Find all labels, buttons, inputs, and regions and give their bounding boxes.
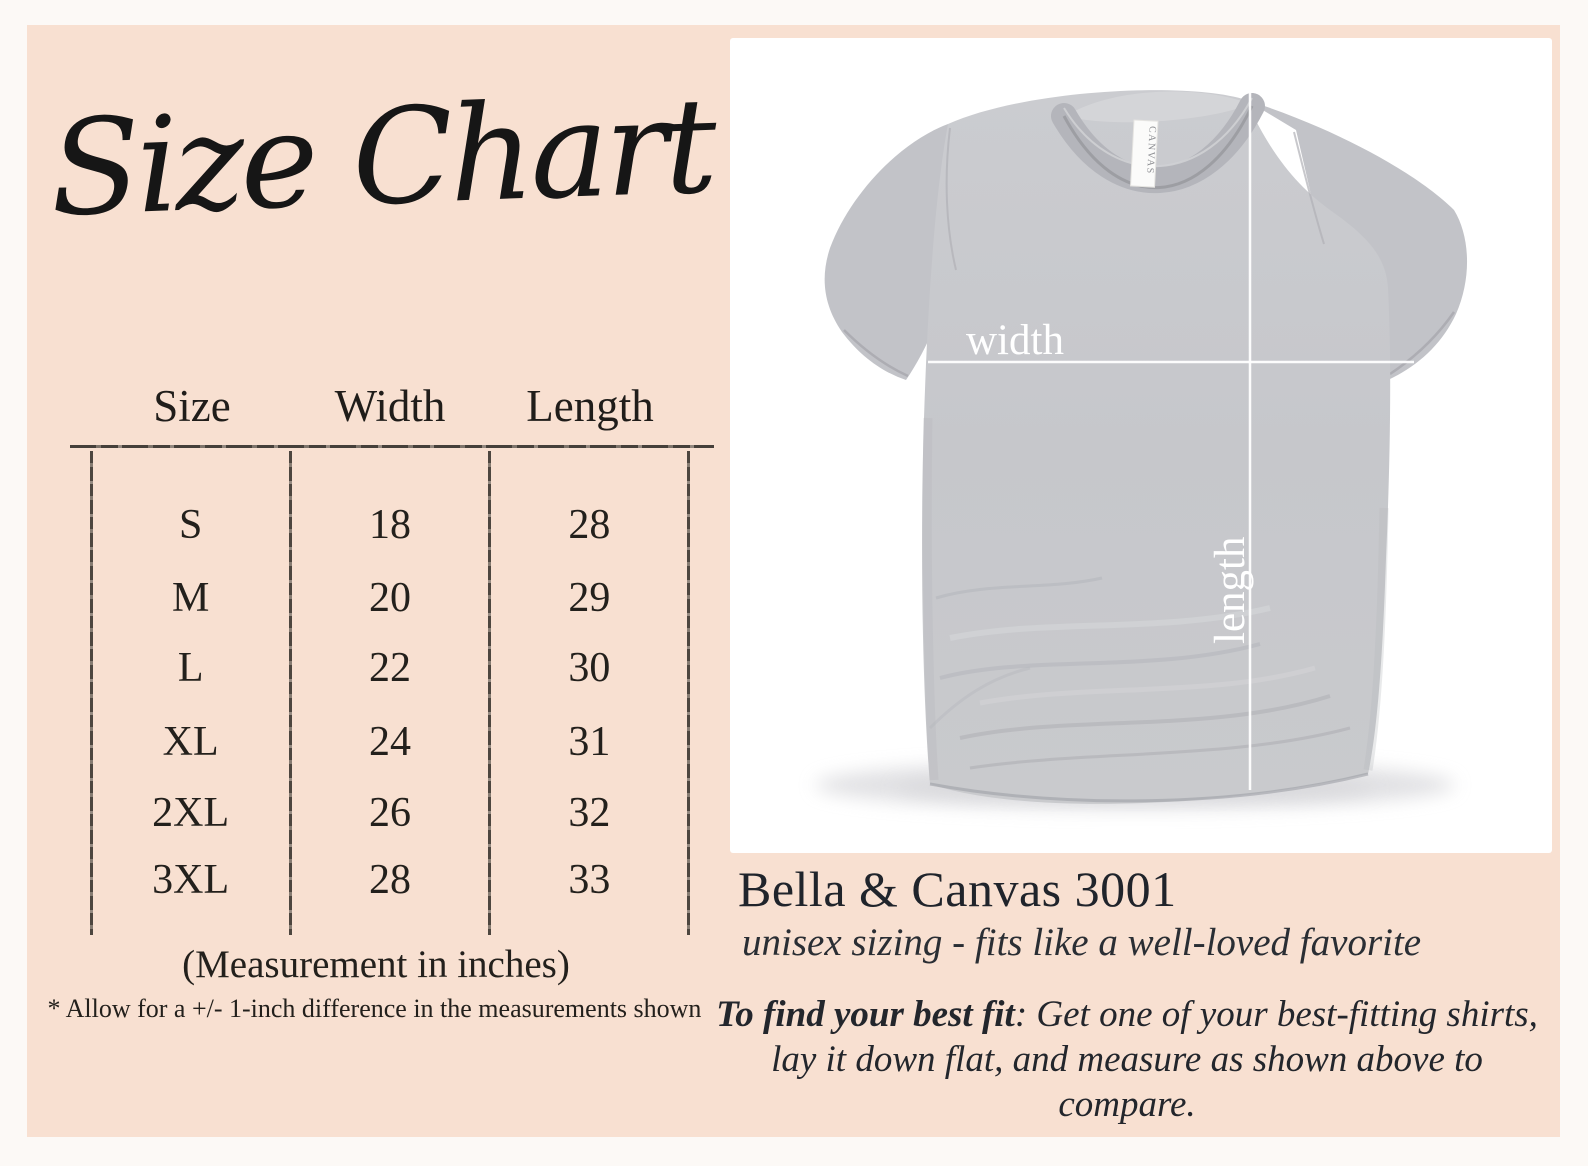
measurement-unit-note: (Measurement in inches) [182,943,570,986]
table-header-rule [70,445,714,448]
length-label: length [1207,536,1254,644]
tolerance-note: * Allow for a +/- 1-inch difference in the measurements shown [47,994,702,1023]
column-header-width: Width [334,381,446,431]
width-cell: 26 [368,790,411,836]
width-cell: 22 [368,645,411,691]
fit-tip-line1 [712,992,1542,1037]
size-cell: XL [162,719,219,765]
length-cell: 33 [568,857,611,903]
fit-tip [712,992,1542,1127]
width-cell: 28 [368,857,411,903]
neck-tag [1131,120,1158,187]
page-title: Size Chart [47,69,716,247]
length-cell: 29 [568,575,611,621]
width-label: width [966,317,1064,364]
table-row [91,788,689,838]
size-cell: M [171,575,210,621]
size-cell: L [177,645,204,691]
table-row [91,855,689,905]
product-name: Bella & Canvas 3001 [738,861,1177,917]
product-tagline: unisex sizing - fits like a well-loved favorite [742,921,1422,964]
table-row [91,717,689,767]
column-header-length: Length [526,381,654,431]
column-header-size: Size [153,381,231,431]
width-cell: 20 [368,575,411,621]
width-cell: 18 [368,502,411,548]
size-cell: 3XL [152,857,230,903]
length-cell: 31 [568,719,611,765]
neck-tag-label: CANVAS [1144,125,1158,176]
table-row [91,573,689,623]
table-row [91,643,689,693]
tshirt-photo [730,38,1552,853]
table-row [91,500,689,550]
length-cell: 30 [568,645,611,691]
size-cell: S [178,502,203,548]
tshirt-illustration [730,38,1552,853]
width-cell: 24 [368,719,411,765]
fit-tip-rest: : Get one of your best-fitting shirts, [1014,994,1538,1035]
length-cell: 28 [568,502,611,548]
size-cell: 2XL [152,790,230,836]
fit-tip-lead: To find your best fit [716,994,1015,1035]
length-cell: 32 [568,790,611,836]
fit-tip-line2: lay it down flat, and measure as shown above to compare. [771,1039,1483,1125]
